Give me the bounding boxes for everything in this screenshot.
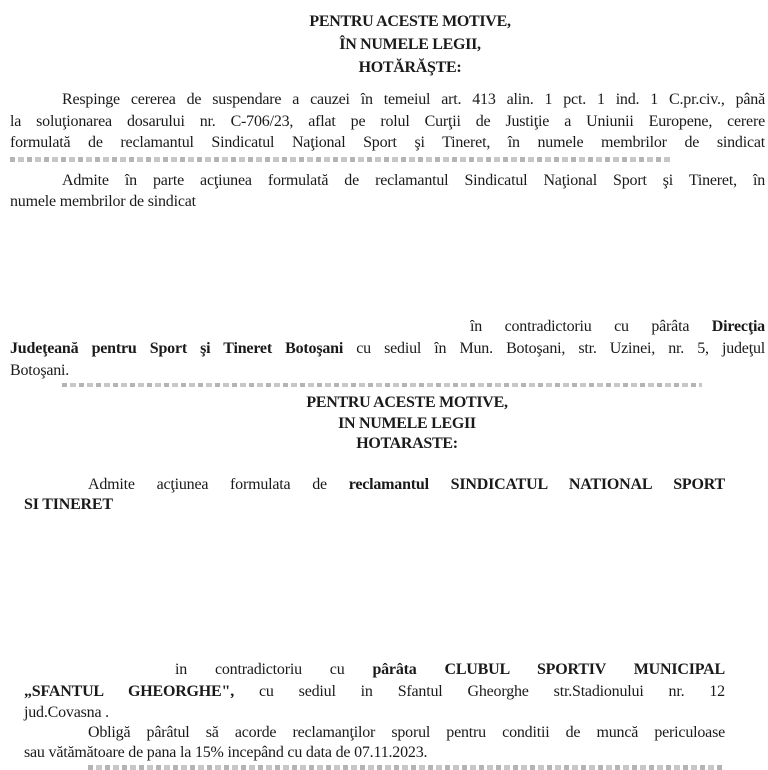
bold-text: reclamantul	[348, 476, 429, 493]
bold-text: Judeţeană pentru Sport şi Tineret Botoşani	[10, 340, 344, 357]
paragraph-line: formulată de reclamantul Sindicatul Naţional Sport şi Tineret, în numele membrilor de sindicat	[10, 134, 765, 151]
bold-text: „SFANTUL GHEORGHE",	[24, 683, 234, 700]
paragraph-line: Admite în parte acţiunea formulată de reclamantul Sindicatul Naţional Sport şi Tineret, în	[62, 172, 765, 189]
heading-line: HOTĂRĂŞTE:	[358, 59, 462, 76]
paragraph-line	[88, 475, 725, 495]
bold-text: pârâta CLUBUL SPORTIV MUNICIPAL	[372, 661, 725, 678]
bold-text: Direcţia	[711, 318, 765, 335]
text: în contradictoriu cu pârâta	[470, 318, 712, 335]
heading-line: PENTRU ACESTE MOTIVE,	[306, 394, 508, 411]
paragraph-line: Botoşani.	[10, 362, 70, 379]
heading-line: ÎN NUMELE LEGII,	[339, 36, 481, 53]
text: cu sediul in Sfantul Gheorghe str.Stadionului nr. 12	[234, 683, 725, 700]
paragraph-line	[470, 317, 765, 337]
heading-line: PENTRU ACESTE MOTIVE,	[309, 13, 511, 30]
heading-line: IN NUMELE LEGII	[338, 415, 476, 432]
paragraph-line: la soluţionarea dosarului nr. C-706/23, aflat pe rolul Curţii de Justiţie a Uniunii Europene, cerere	[10, 113, 765, 130]
bold-text: SINDICATUL NATIONAL SPORT	[428, 476, 725, 493]
paragraph-line	[24, 682, 725, 702]
paragraph-line: sau vătămătoare de pana la 15% incepând cu data de 07.11.2023.	[24, 744, 428, 761]
paragraph-line	[10, 339, 765, 359]
paragraph-line: SI TINERET	[24, 496, 113, 513]
redacted-line	[62, 383, 702, 387]
paragraph-line	[175, 660, 725, 680]
paragraph-line: jud.Covasna .	[24, 704, 109, 721]
paragraph-line: numele membrilor de sindicat	[10, 193, 196, 210]
redacted-line	[10, 157, 670, 162]
paragraph-line: Obligă pârâtul să acorde reclamanţilor sporul pentru conditii de muncă periculoase	[88, 724, 725, 741]
heading-line: HOTARASTE:	[356, 435, 458, 452]
text: Admite acţiunea formulata de	[88, 476, 349, 493]
paragraph-line: Respinge cererea de suspendare a cauzei în temeiul art. 413 alin. 1 pct. 1 ind. 1 C.pr.civ., până	[62, 91, 765, 108]
text: cu sediul în Mun. Botoşani, str. Uzinei, nr. 5, judeţul	[343, 340, 765, 357]
text: in contradictoriu cu	[175, 661, 373, 678]
